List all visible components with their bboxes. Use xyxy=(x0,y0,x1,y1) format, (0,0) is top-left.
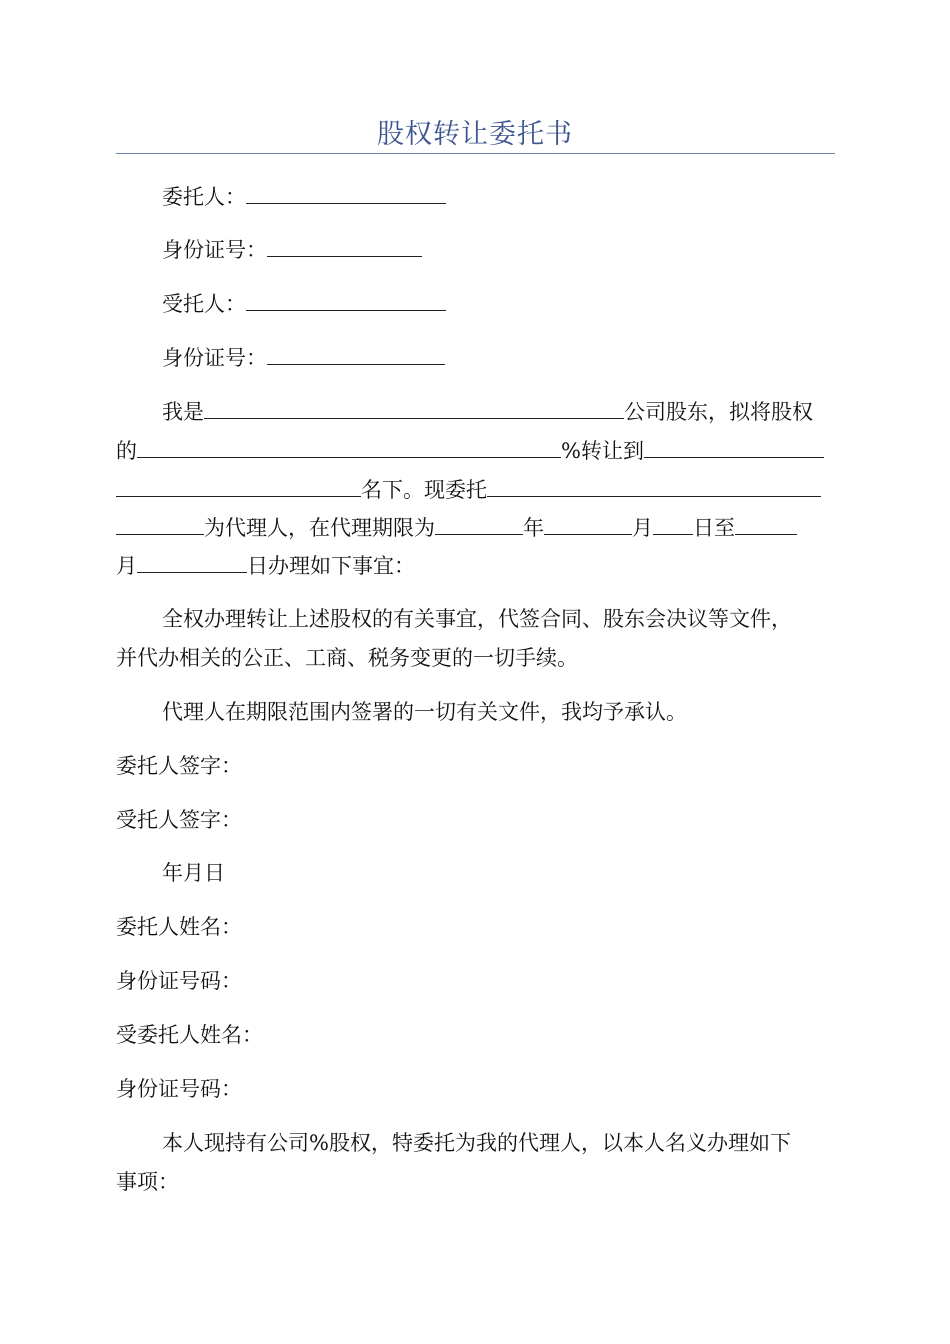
end-month-blank xyxy=(735,512,797,535)
principal-blank xyxy=(246,181,446,204)
agent-id-number: 身份证号码： xyxy=(116,1077,242,1101)
p10-text: 月 xyxy=(116,554,137,578)
agent-id-label: 身份证号： xyxy=(162,346,267,370)
p11-text: 日办理如下事宜： xyxy=(247,554,415,578)
signature-date: 年月日 xyxy=(162,861,225,885)
end-day-blank xyxy=(137,550,247,573)
principal-id-number: 身份证号码： xyxy=(116,969,242,993)
company-blank xyxy=(204,396,624,419)
p6-text: 为代理人，在代理期限为 xyxy=(204,516,435,540)
agent-blank xyxy=(246,288,446,311)
paragraph1-line3 xyxy=(116,474,835,505)
paragraph2-line2: 并代办相关的公正、工商、税务变更的一切手续。 xyxy=(116,646,578,670)
delegate-blank-2 xyxy=(116,512,204,535)
principal-field xyxy=(162,181,835,212)
paragraph1-line1 xyxy=(162,396,835,427)
principal-id-field xyxy=(162,234,835,265)
day-blank xyxy=(653,512,693,535)
p1-text: 我是 xyxy=(162,400,204,424)
p7-text: 年 xyxy=(523,516,544,540)
agent-label: 受托人： xyxy=(162,292,246,316)
paragraph1-line4 xyxy=(116,512,835,543)
principal-name: 委托人姓名： xyxy=(116,915,242,939)
title-underline xyxy=(116,153,835,154)
delegate-blank-1 xyxy=(487,474,821,497)
agent-field xyxy=(162,288,835,319)
p3-text: 的 xyxy=(116,439,137,463)
p2-text: 公司股东，拟将股权 xyxy=(624,400,813,424)
principal-id-blank xyxy=(267,234,422,257)
agent-signature: 受托人签字： xyxy=(116,808,242,832)
agent-id-blank xyxy=(267,342,445,365)
paragraph1-line5 xyxy=(116,550,835,581)
p5-text: 名下。现委托 xyxy=(361,478,487,502)
principal-label: 委托人： xyxy=(162,185,246,209)
p9-text: 日至 xyxy=(693,516,735,540)
month-blank xyxy=(544,512,632,535)
paragraph2-line1: 全权办理转让上述股权的有关事宜，代签合同、股东会决议等文件， xyxy=(162,607,792,631)
paragraph4-line2: 事项： xyxy=(116,1170,179,1194)
year-blank xyxy=(435,512,523,535)
p8-text: 月 xyxy=(632,516,653,540)
p4-text: %转让到 xyxy=(561,439,644,463)
agent-id-field xyxy=(162,342,835,373)
paragraph3: 代理人在期限范围内签署的一切有关文件，我均予承认。 xyxy=(162,700,687,724)
paragraph4-line1: 本人现持有公司%股权，特委托为我的代理人，以本人名义办理如下 xyxy=(162,1131,791,1155)
transferee-blank-2 xyxy=(116,474,361,497)
document-title: 股权转让委托书 xyxy=(377,119,573,150)
share-blank xyxy=(137,435,561,458)
principal-signature: 委托人签字： xyxy=(116,754,242,778)
agent-name: 受委托人姓名： xyxy=(116,1023,263,1047)
paragraph1-line2 xyxy=(116,435,835,466)
transferee-blank-1 xyxy=(644,435,824,458)
principal-id-label: 身份证号： xyxy=(162,238,267,262)
